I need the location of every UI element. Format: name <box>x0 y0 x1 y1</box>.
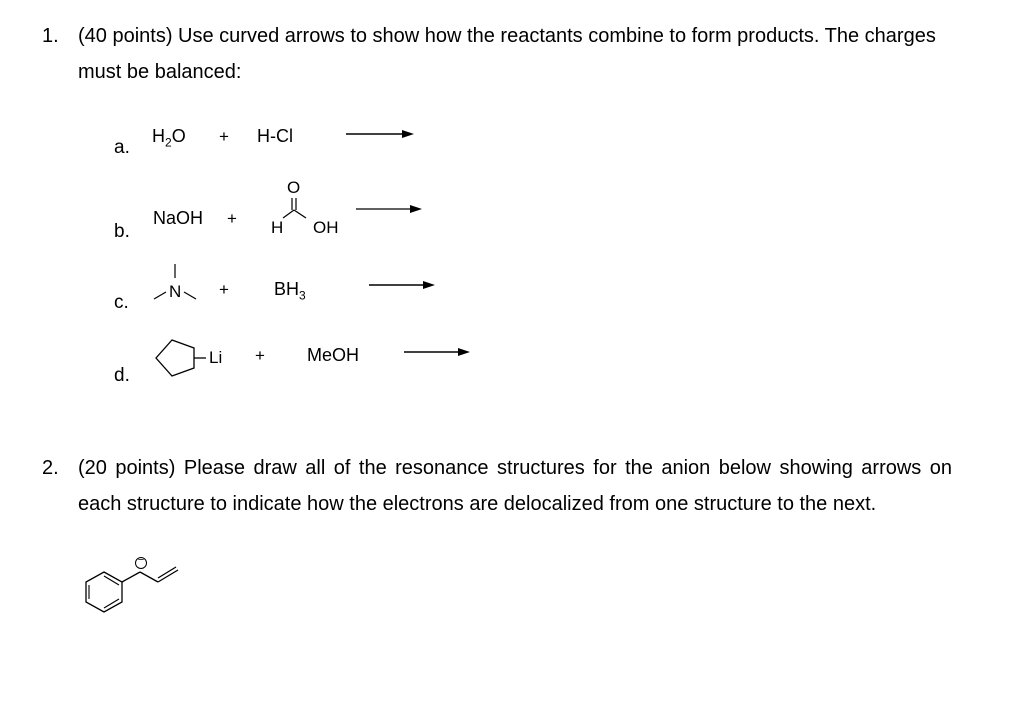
lithium-atom: Li <box>209 348 223 367</box>
reaction-c-label: c. <box>114 292 129 313</box>
water-subscript: 2 <box>165 135 172 150</box>
question-2 <box>42 450 962 560</box>
question-2-text: (20 points) Please draw all of the resonance structures for the anion below showing arrows on each structure to indicate how the electrons are delocalized from one structure to the next. <box>78 457 952 515</box>
reaction-b-label: b. <box>114 221 130 242</box>
reaction-arrow-b <box>356 203 426 215</box>
plus-sign: + <box>255 346 265 365</box>
question-2-number: 2. <box>42 457 59 479</box>
nitrogen-atom: N <box>169 282 182 301</box>
plus-sign: + <box>219 280 229 299</box>
borane-bh: BH <box>274 279 300 299</box>
borane-formula <box>274 279 306 303</box>
water-h: H <box>152 126 165 146</box>
question-1 <box>42 18 962 98</box>
carbonyl-oxygen: O <box>287 178 301 197</box>
cyclopentyl-ring <box>148 336 208 380</box>
plus-sign: + <box>227 209 237 228</box>
borane-subscript: 3 <box>299 288 306 303</box>
negative-charge-symbol: − <box>137 554 145 566</box>
water-formula <box>152 126 186 150</box>
question-1-text: (40 points) Use curved arrows to show how the reactants combine to form products. The charges must be balanced: <box>78 25 936 83</box>
reaction-arrow-a <box>346 128 416 140</box>
hydroxyl-group: OH <box>313 218 339 237</box>
reaction-arrow-d <box>404 346 474 358</box>
water-o: O <box>171 126 186 146</box>
reaction-a-label: a. <box>114 137 130 158</box>
question-1-number: 1. <box>42 25 59 47</box>
formyl-hydrogen: H <box>271 218 284 237</box>
hcl-formula: H-Cl <box>257 126 293 146</box>
reaction-d-label: d. <box>114 365 130 386</box>
reaction-arrow-c <box>369 279 439 291</box>
methanol-formula: MeOH <box>307 345 360 365</box>
plus-sign: + <box>219 127 229 146</box>
naoh-formula: NaOH <box>153 208 204 228</box>
